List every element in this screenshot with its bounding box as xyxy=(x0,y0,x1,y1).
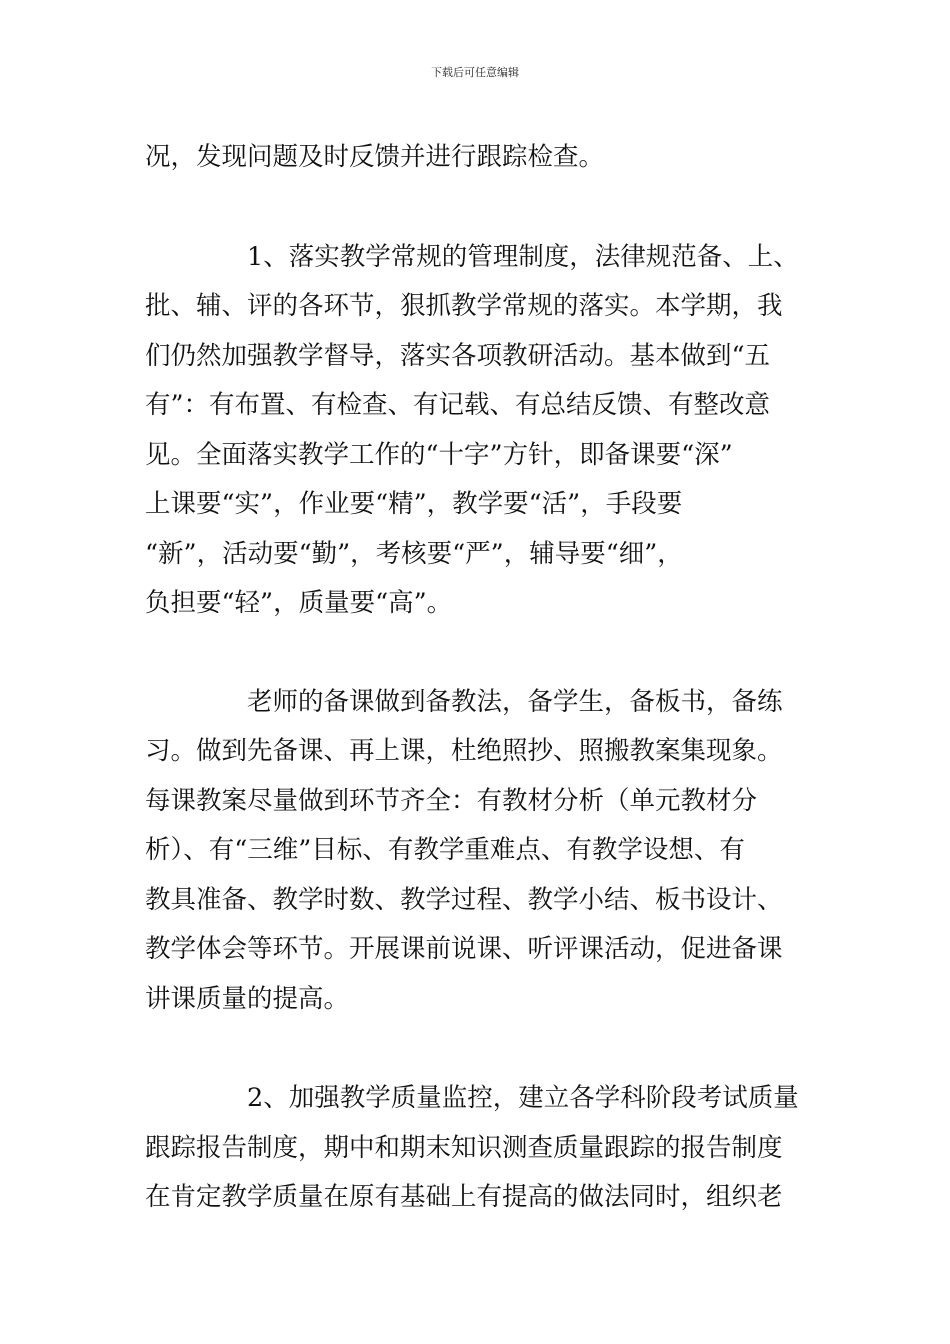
text-line: 见。全面落实教学工作的“十字”方针，即备课要“深” xyxy=(145,439,733,470)
paragraph-quality-monitoring xyxy=(145,1074,807,1223)
text-line: 批、辅、评的各环节，狠抓教学常规的落实。本学期，我 xyxy=(145,291,783,321)
text-line: 1、落实教学常规的管理制度，法律规范备、上、 xyxy=(247,241,799,272)
document-body xyxy=(145,133,807,1223)
paragraph-lesson-preparation xyxy=(145,678,807,1025)
text-line: 教具准备、教学时数、教学过程、教学小结、板书设计、 xyxy=(145,884,783,915)
text-line: 教学体会等环节。开展课前说课、听评课活动，促进备课 xyxy=(145,934,783,964)
text-line: 有”：有布置、有检查、有记载、有总结反馈、有整改意 xyxy=(145,390,771,420)
text-line: 况，发现问题及时反馈并进行跟踪检查。 xyxy=(145,142,605,172)
page-header-note: 下载后可任意编辑 xyxy=(431,66,519,79)
text-line: 上课要“实”，作业要“精”，教学要“活”，手段要 xyxy=(145,489,683,519)
text-line: 讲课质量的提高。 xyxy=(145,983,350,1014)
text-line: 负担要“轻”，质量要“高”。 xyxy=(145,588,453,618)
paragraph-continuation xyxy=(145,133,807,183)
text-line: 2、加强教学质量监控，建立各学科阶段考试质量 xyxy=(247,1083,799,1113)
text-line: 们仍然加强教学督导，落实各项教研活动。基本做到“五 xyxy=(145,340,771,371)
text-line: 在肯定教学质量在原有基础上有提高的做法同时，组织老 xyxy=(145,1182,783,1212)
text-line: 跟踪报告制度，期中和期末知识测查质量跟踪的报告制度 xyxy=(145,1132,783,1163)
text-line: 析）、有“三维”目标、有教学重难点、有教学设想、有 xyxy=(145,835,745,865)
paragraph-teaching-routine xyxy=(145,233,807,629)
text-line: 老师的备课做到备教法，备学生，备板书，备练 xyxy=(247,686,783,717)
text-line: “新”，活动要“勤”，考核要“严”，辅导要“细”， xyxy=(145,538,683,569)
text-line: 每课教案尽量做到环节齐全：有教材分析（单元教材分 xyxy=(145,785,758,816)
text-line: 习。做到先备课、再上课，杜绝照抄、照搬教案集现象。 xyxy=(145,736,783,766)
